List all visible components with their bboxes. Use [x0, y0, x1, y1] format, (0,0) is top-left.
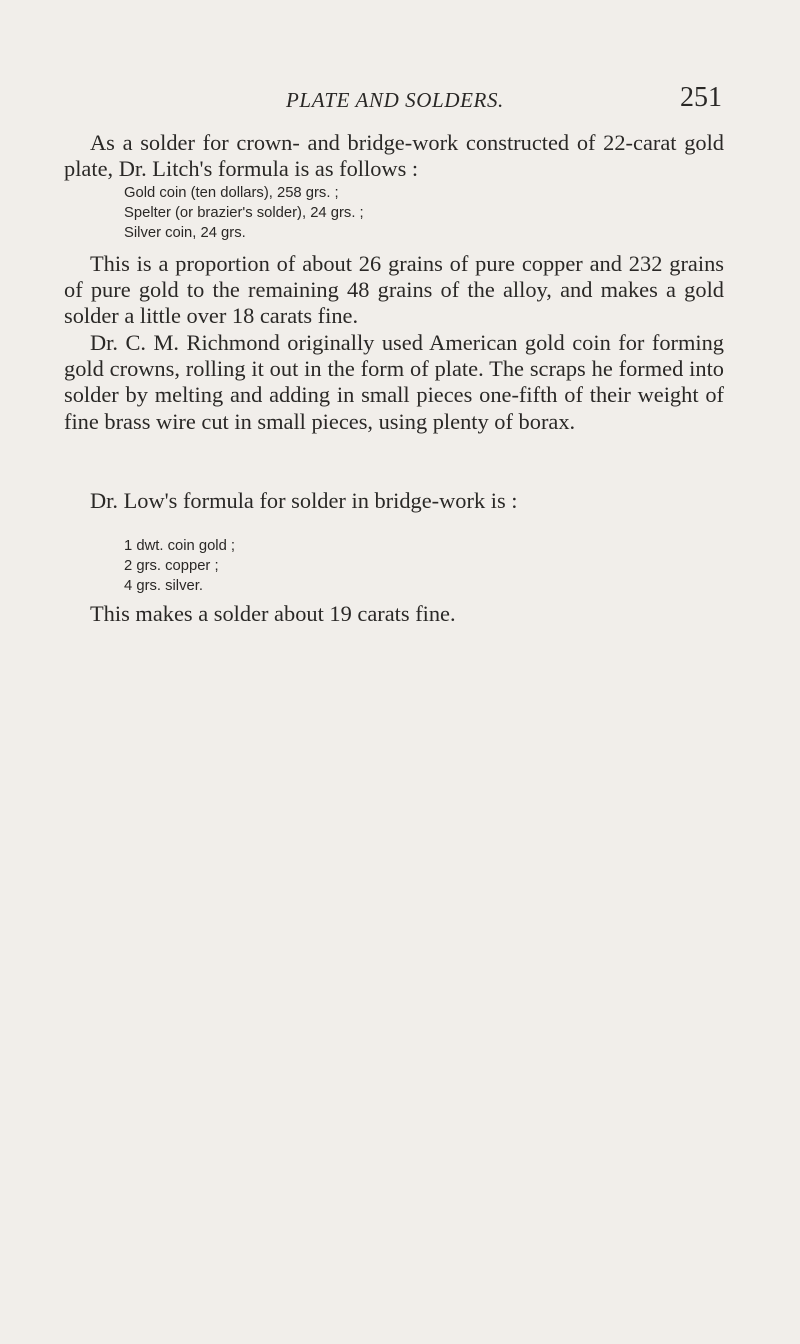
- paragraph-text: This makes a solder about 19 carats fine.: [90, 601, 456, 626]
- paragraph-low-result: [64, 601, 724, 627]
- paragraph-litch-intro: [64, 130, 724, 182]
- formula-line: Silver coin, 24 grs.: [124, 225, 246, 242]
- paragraph-text: As a solder for crown- and bridge-work constructed of 22-carat gold plate, Dr. Litch's formula is as follows :: [64, 130, 724, 182]
- formula-line: Gold coin (ten dollars), 258 grs. ;: [124, 185, 339, 201]
- formula-line: 2 grs. copper ;: [124, 558, 219, 575]
- formula-litch: [124, 183, 364, 244]
- running-title: PLATE AND SOLDERS.: [286, 88, 504, 112]
- paragraph-text: Dr. Low's formula for solder in bridge-work is :: [90, 488, 518, 513]
- paragraph-low-intro: [64, 488, 724, 514]
- page-number: 251: [680, 82, 722, 113]
- paragraph-text: Dr. C. M. Richmond originally used American gold coin for forming gold crowns, rolling it out in the form of plate. The scraps he formed into solder by melting and adding in small pieces one-fifth of their weight of fine brass wire cut in small pieces, using plenty of borax.: [64, 330, 724, 434]
- paragraph-richmond: [64, 330, 724, 435]
- formula-low: [124, 536, 235, 597]
- formula-line: 1 dwt. coin gold ;: [124, 538, 236, 554]
- formula-line: 4 grs. silver.: [124, 578, 203, 595]
- running-head: [286, 82, 722, 114]
- formula-line: Spelter (or brazier's solder), 24 grs. ;: [124, 205, 364, 222]
- paragraph-text: This is a proportion of about 26 grains of pure copper and 232 grains of pure gold to the remaining 48 grains of the alloy, and makes a gold solder a little over 18 carats fine.: [64, 251, 724, 329]
- paragraph-proportion: [64, 251, 724, 330]
